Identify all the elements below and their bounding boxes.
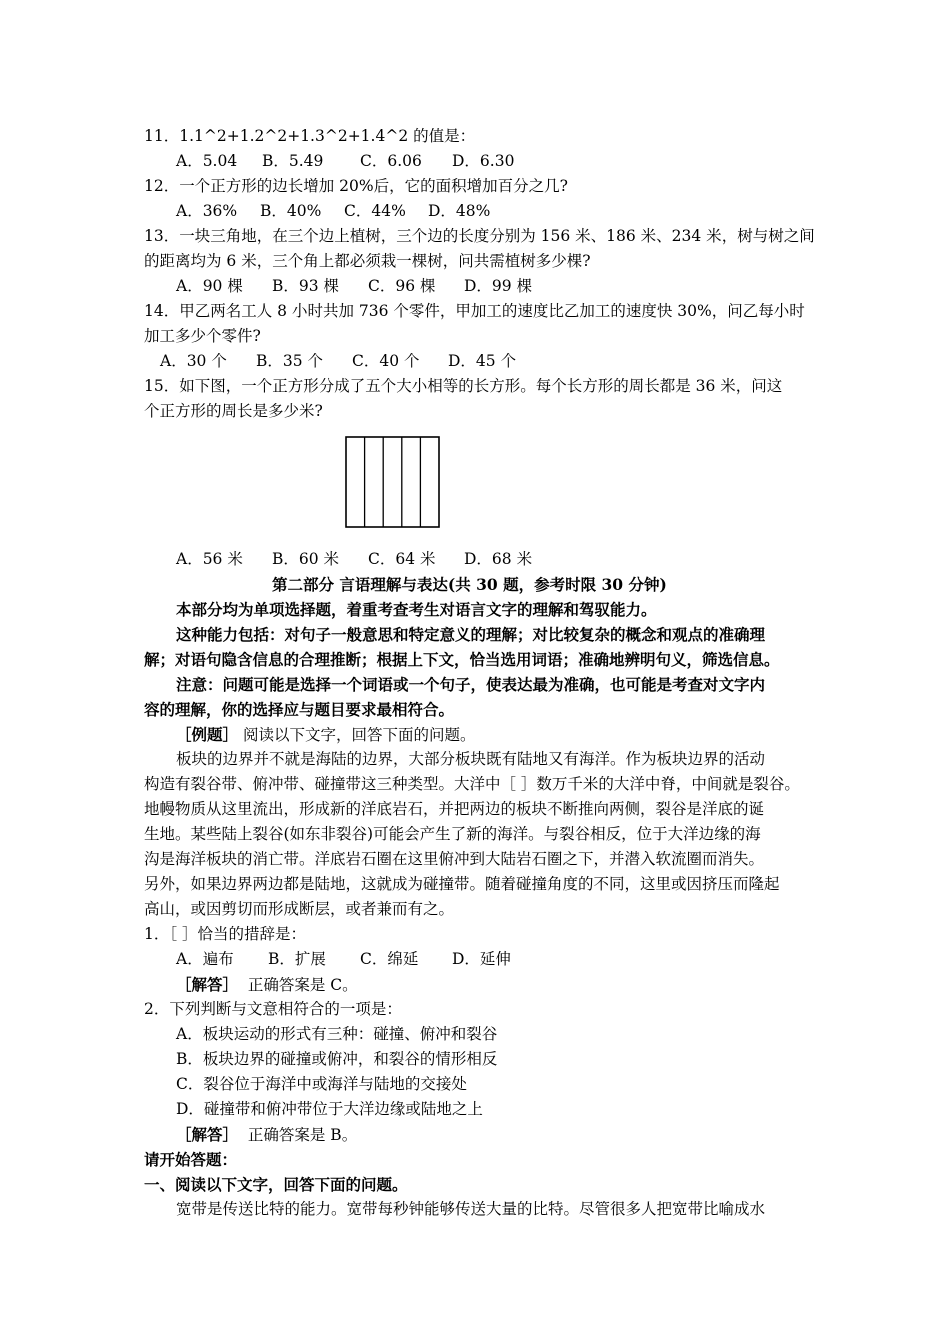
- q11-options: [176, 149, 514, 174]
- example-q1-options: [176, 947, 511, 972]
- q13-stem-line2: 的距离均为 6 米，三个角上都必须栽一棵树，问共需植树多少棵?: [144, 252, 591, 270]
- q14-stem-line2: 加工多少个零件?: [144, 327, 261, 345]
- section2-intro2-line2: 解；对语句隐含信息的合理推断；根据上下文，恰当选用词语；准确地辨明句义，筛选信息。: [144, 650, 780, 669]
- example-q2-stem: 2．下列判断与文意相符合的一项是：: [144, 1000, 402, 1018]
- example-instruction: 阅读以下文字，回答下面的问题。: [242, 726, 476, 744]
- example-label: ［例题］: [176, 725, 239, 744]
- example-q2-option-b: B．板块边界的碰撞或俯冲，和裂谷的情形相反: [176, 1050, 498, 1068]
- example-q1-option-d: D．延伸: [452, 950, 511, 968]
- q15-option-a: A．56 米: [176, 550, 243, 568]
- example-q2-option-d: D．碰撞带和俯冲带位于大洋边缘或陆地之上: [176, 1100, 483, 1118]
- start-label: 请开始答题：: [144, 1150, 238, 1169]
- q15-option-c: C．64 米: [368, 550, 436, 568]
- q11-stem: 11．1.1^2+1.2^2+1.3^2+1.4^2 的值是：: [144, 127, 476, 145]
- example-q2-answer-label: ［解答］: [176, 1125, 239, 1144]
- q15-options: [176, 547, 532, 572]
- q12-option-b: B．40%: [260, 202, 322, 220]
- example-q2-option-c: C．裂谷位于海洋中或海洋与陆地的交接处: [176, 1075, 467, 1093]
- q11-option-a: A．5.04: [176, 152, 238, 170]
- q14-option-b: B．35 个: [256, 352, 324, 370]
- q13-options: [176, 274, 532, 299]
- example-header: [176, 722, 475, 748]
- q13-option-d: D．99 棵: [464, 277, 533, 295]
- q13-option-b: B．93 棵: [272, 277, 340, 295]
- q12-option-a: A．36%: [176, 202, 238, 220]
- q12-option-d: D．48%: [428, 202, 491, 220]
- q14-option-a: A．30 个: [160, 352, 227, 370]
- q11-option-d: D．6.30: [452, 152, 515, 170]
- section2-intro1: 本部分均为单项选择题，着重考查考生对语言文字的理解和驾驭能力。: [176, 600, 657, 619]
- part1-passage-line1: 宽带是传送比特的能力。宽带每秒钟能够传送大量的比特。尽管很多人把宽带比喻成水: [176, 1200, 766, 1218]
- q11-option-c: C．6.06: [360, 152, 422, 170]
- example-passage-line: 生地。某些陆上裂谷(如东非裂谷)可能会产生了新的海洋。与裂谷相反，位于大洋边缘的海: [144, 825, 761, 843]
- section2-intro2-line1: 这种能力包括：对句子一般意思和特定意义的理解；对比较复杂的概念和观点的准确理: [176, 625, 766, 644]
- example-q1-answer-text: 正确答案是 C。: [247, 976, 358, 994]
- square-divided-into-five-rectangles-figure: [345, 436, 440, 528]
- section2-note-line2: 容的理解，你的选择应与题目要求最相符合。: [144, 700, 455, 719]
- q15-option-b: B．60 米: [272, 550, 340, 568]
- q12-stem: 12．一个正方形的边长增加 20%后，它的面积增加百分之几?: [144, 177, 568, 195]
- example-q1-stem: 1．［ ］恰当的措辞是：: [144, 925, 307, 943]
- q12-options: [176, 199, 490, 224]
- section2-note-line1: 注意：问题可能是选择一个词语或一个句子，使表达最为准确，也可能是考查对文字内: [176, 675, 766, 694]
- example-q2-answer: [176, 1122, 357, 1148]
- q14-option-d: D．45 个: [448, 352, 517, 370]
- example-q1-answer-label: ［解答］: [176, 975, 239, 994]
- example-passage-line: 沟是海洋板块的消亡带。洋底岩石圈在这里俯冲到大陆岩石圈之下，并潜入软流圈而消失。: [144, 850, 765, 868]
- example-q1-option-a: A．遍布: [176, 950, 234, 968]
- q11-option-b: B．5.49: [262, 152, 324, 170]
- q15-stem-line2: 个正方形的周长是多少米?: [144, 402, 323, 420]
- example-q1-option-c: C．绵延: [360, 950, 419, 968]
- q15-option-d: D．68 米: [464, 550, 533, 568]
- example-passage-line: 高山，或因剪切而形成断层，或者兼而有之。: [144, 900, 455, 918]
- example-q2-answer-text: 正确答案是 B。: [247, 1126, 358, 1144]
- q13-option-c: C．96 棵: [368, 277, 436, 295]
- q14-option-c: C．40 个: [352, 352, 420, 370]
- example-q2-option-a: A．板块运动的形式有三种：碰撞、俯冲和裂谷: [176, 1025, 498, 1043]
- part1-heading: 一、阅读以下文字，回答下面的问题。: [144, 1175, 408, 1194]
- q12-option-c: C．44%: [344, 202, 406, 220]
- q14-options: [160, 349, 516, 374]
- example-passage-line: 构造有裂谷带、俯冲带、碰撞带这三种类型。大洋中［ ］数万千米的大洋中脊，中间就是裂谷。: [144, 775, 800, 793]
- example-passage-line: 板块的边界并不就是海陆的边界，大部分板块既有陆地又有海洋。作为板块边界的活动: [176, 750, 766, 768]
- example-passage-line: 另外，如果边界两边都是陆地，这就成为碰撞带。随着碰撞角度的不同，这里或因挤压而隆起: [144, 875, 780, 893]
- example-q1-answer: [176, 972, 358, 998]
- q14-stem-line1: 14．甲乙两名工人 8 小时共加 736 个零件，甲加工的速度比乙加工的速度快 30%，问乙每小时: [144, 302, 805, 320]
- section2-heading: 第二部分 言语理解与表达(共 30 题，参考时限 30 分钟): [272, 575, 667, 594]
- outer-square: [346, 437, 439, 527]
- q13-stem-line1: 13．一块三角地，在三个边上植树，三个边的长度分别为 156 米、186 米、234 米，树与树之间: [144, 227, 815, 245]
- example-passage-line: 地幔物质从这里流出，形成新的洋底岩石，并把两边的板块不断推向两侧，裂谷是洋底的诞: [144, 800, 765, 818]
- q15-stem-line1: 15．如下图，一个正方形分成了五个大小相等的长方形。每个长方形的周长都是 36 米，问这: [144, 377, 783, 395]
- q13-option-a: A．90 棵: [176, 277, 243, 295]
- example-q1-option-b: B．扩展: [268, 950, 326, 968]
